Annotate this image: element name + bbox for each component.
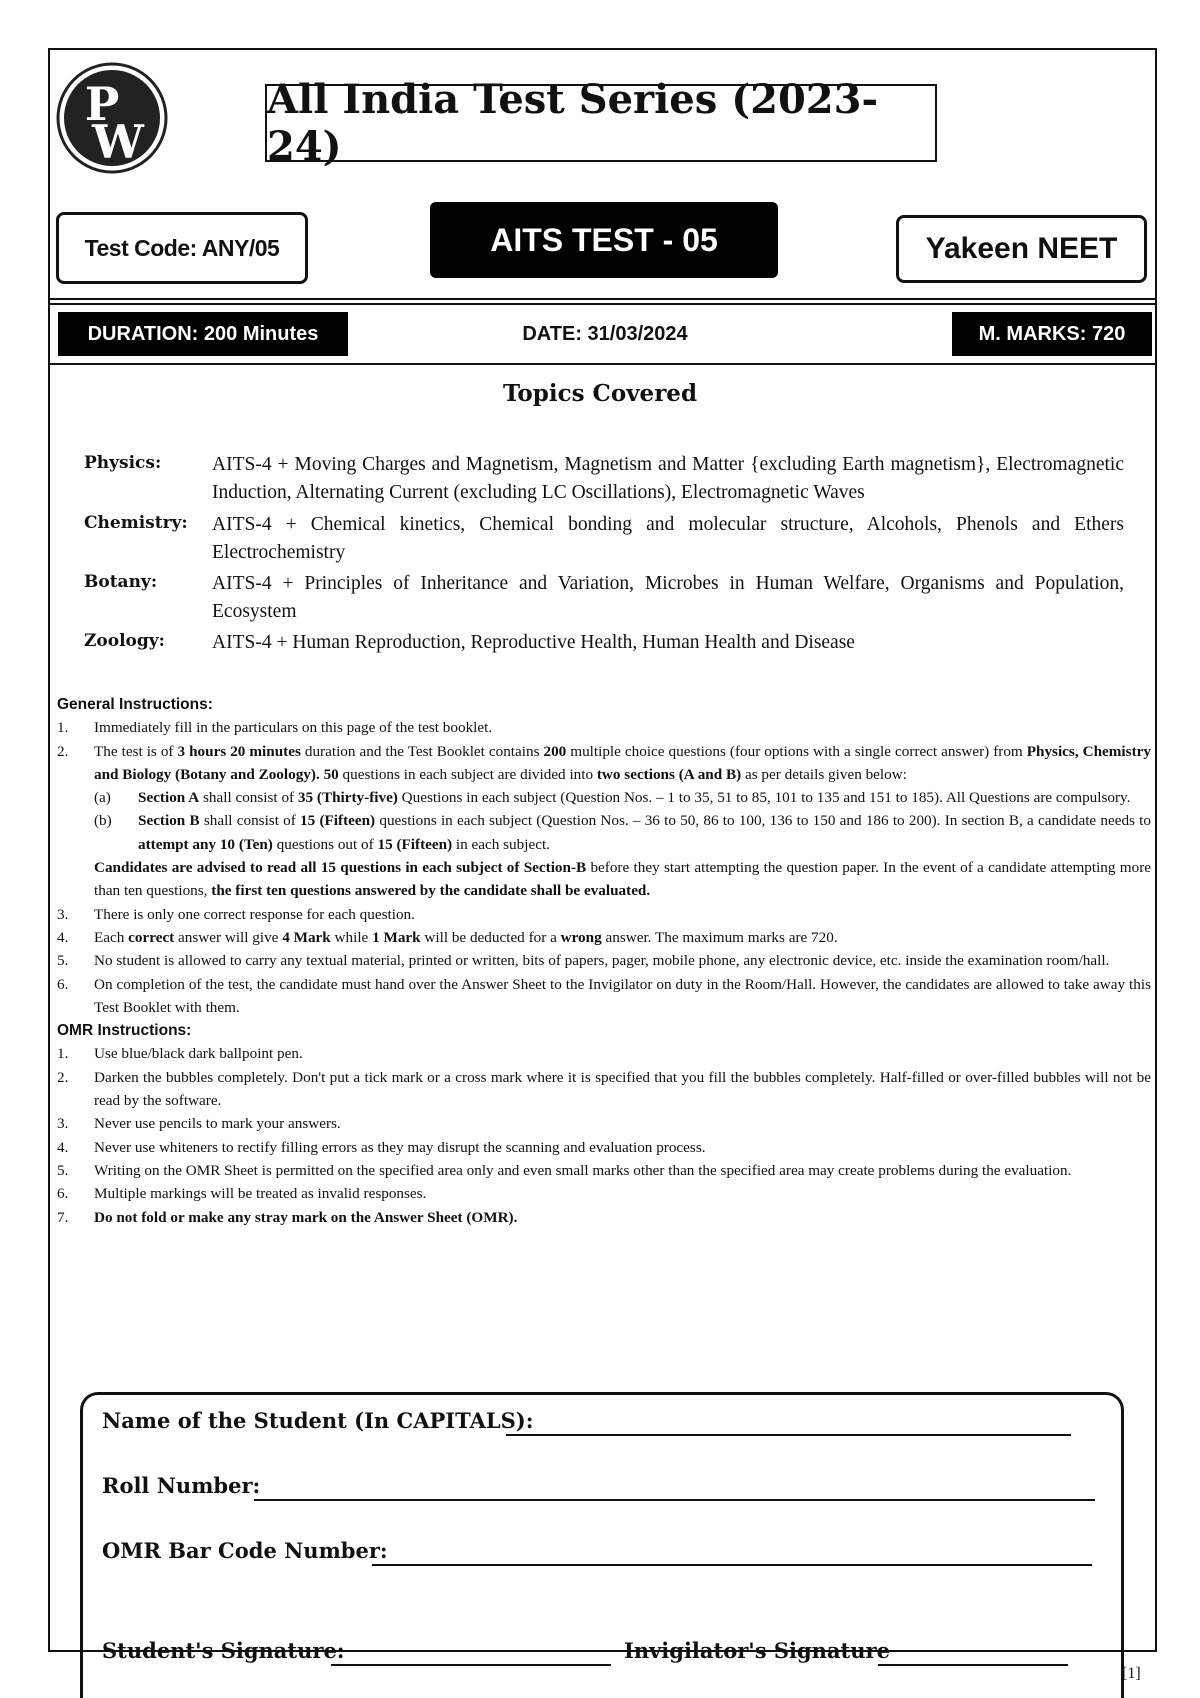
invigilator-signature-label: Invigilator's Signature (624, 1638, 890, 1663)
svg-text:P: P (84, 77, 120, 131)
item-text: answer will give (174, 928, 283, 946)
item-text-bold: Section B (138, 812, 200, 830)
max-marks-badge: M. MARKS: 720 (952, 312, 1152, 356)
item-text-bold: Do not fold or make any stray mark on the Answer Sheet (OMR). (94, 1208, 518, 1226)
item-text-bold: Section A (138, 789, 200, 807)
general-instructions-list-continued (57, 903, 1151, 1019)
duration-badge: DURATION: 200 Minutes (58, 312, 348, 356)
item-text-bold: Candidates are advised to read all 15 questions in each subject of Section-B (94, 859, 587, 877)
item-text: Questions in each subject (Question Nos. – 1 to 35, 51 to 85, 101 to 135 and 151 to 185). All Questions are compulsory. (397, 789, 1131, 807)
invigilator-signature-field[interactable] (878, 1664, 1068, 1666)
item-text-bold: attempt any 10 (Ten) (138, 835, 273, 853)
topic-label-physics: Physics: (84, 453, 162, 473)
item-number: 4. (57, 928, 69, 946)
item-text: before they start attempting the question paper. In the event of a candidate attempting more than ten questions, (94, 859, 1151, 900)
test-name-badge: AITS TEST - 05 (430, 202, 778, 278)
item-text: Multiple markings will be treated as invalid responses. (94, 1185, 427, 1203)
item-text-bold: wrong (560, 928, 602, 946)
list-item (57, 716, 1151, 739)
item-text: Writing on the OMR Sheet is permitted on the specified area only and even small marks other than the specified area may create problems during the evaluation. (94, 1161, 1072, 1179)
topic-text-physics: AITS-4 + Moving Charges and Magnetism, Magnetism and Matter {excluding Earth magnetism}, Electromagnetic Induction, Alternating Current (excluding LC Oscillations), Electromagnetic Waves (212, 454, 1124, 503)
item-text-bold: 15 (Fifteen) (377, 835, 453, 853)
list-item (57, 973, 1151, 1020)
item-text-bold: 3 hours 20 minutes (177, 742, 301, 760)
item-text-bold: correct (128, 928, 175, 946)
topic-label-chemistry: Chemistry: (84, 513, 188, 533)
item-text: will be deducted for a (420, 928, 561, 946)
list-item (57, 1042, 1151, 1065)
list-item (57, 1159, 1151, 1182)
section-b-note (57, 856, 1151, 903)
topic-label-botany: Botany: (84, 572, 158, 592)
page-number: [1] (1122, 1665, 1141, 1682)
item-tag: (b) (94, 812, 112, 830)
test-code-badge: Test Code: ANY/05 (56, 212, 308, 284)
roll-number-field[interactable] (254, 1499, 1095, 1501)
exam-date: DATE: 31/03/2024 (522, 322, 688, 345)
item-text: Never use whiteners to rectify filling errors as they may disrupt the scanning and evaluation process. (94, 1138, 706, 1156)
list-item (57, 1066, 1151, 1113)
item-text-bold: Physics, Chemistry and Biology (Botany and Zoology). (94, 742, 1151, 783)
item-number: 5. (57, 1161, 69, 1179)
list-item (57, 1112, 1151, 1135)
item-number: 7. (57, 1208, 69, 1226)
item-text-bold: the first ten questions answered by the candidate shall be evaluated. (211, 882, 651, 900)
list-item (57, 926, 1151, 949)
omr-barcode-field[interactable] (372, 1564, 1092, 1566)
item-text: multiple choice questions (four options with a single correct answer) from (566, 742, 1027, 760)
section-b-item (57, 809, 1151, 856)
item-text: questions out of (272, 835, 378, 853)
item-number: 6. (57, 1185, 69, 1203)
list-item (57, 949, 1151, 972)
item-text: shall consist of (199, 812, 301, 830)
item-text: answer. The maximum marks are 720. (601, 928, 838, 946)
item-text: as per details given below: (741, 765, 907, 783)
item-text: Use blue/black dark ballpoint pen. (94, 1045, 303, 1063)
item-text: duration and the Test Booklet contains (300, 742, 544, 760)
svg-text:W: W (92, 115, 144, 169)
omr-barcode-label: OMR Bar Code Number: (102, 1538, 388, 1563)
item-text: Never use pencils to mark your answers. (94, 1115, 341, 1133)
item-number: 5. (57, 952, 69, 970)
item-number: 6. (57, 975, 69, 993)
list-item (57, 903, 1151, 926)
list-item (57, 1206, 1151, 1229)
list-item (57, 1136, 1151, 1159)
general-instructions-list (57, 716, 1151, 786)
item-text-bold: 15 (Fifteen) (300, 812, 376, 830)
omr-instructions-heading: OMR Instructions: (57, 1022, 192, 1040)
general-instructions-heading: General Instructions: (57, 696, 213, 713)
item-text-bold: two sections (A and B) (596, 765, 742, 783)
item-number: 3. (57, 905, 69, 923)
pw-logo (56, 62, 168, 174)
item-text: questions in each subject (Question Nos. – 36 to 50, 86 to 100, 136 to 150 and 186 to 200). In section B, a candidate needs to (375, 812, 1151, 830)
header-divider-inner (48, 303, 1157, 305)
item-text: while (330, 928, 373, 946)
topic-text-botany: AITS-4 + Principles of Inheritance and Variation, Microbes in Human Welfare, Organisms and Population, Ecosystem (212, 573, 1124, 622)
item-text: There is only one correct response for each question. (94, 905, 415, 923)
item-text: On completion of the test, the candidate must hand over the Answer Sheet to the Invigilator on duty in the Room/Hall. However, the candidates are allowed to take away this Test Booklet with them. (94, 975, 1151, 1016)
item-text: No student is allowed to carry any textual material, printed or written, bits of papers, pager, mobile phone, any electronic device, etc. inside the examination room/hall. (94, 952, 1110, 970)
student-signature-label: Student's Signature: (102, 1638, 345, 1663)
item-text-bold: 50 (323, 765, 339, 783)
header-divider (48, 298, 1157, 300)
item-text: shall consist of (199, 789, 298, 807)
item-text: Darken the bubbles completely. Don't put a tick mark or a cross mark where it is specified that you fill the bubbles completely. Half-filled or over-filled bubbles will not be read by the software. (94, 1068, 1151, 1110)
item-text-bold: 1 Mark (372, 928, 421, 946)
item-number: 1. (57, 719, 69, 737)
student-signature-field[interactable] (331, 1664, 611, 1666)
section-a-item (57, 786, 1151, 809)
item-tag: (a) (94, 789, 111, 807)
item-text: questions in each subject are divided into (338, 765, 597, 783)
student-name-label: Name of the Student (In CAPITALS): (102, 1408, 534, 1433)
student-name-field[interactable] (506, 1434, 1071, 1436)
item-number: 1. (57, 1045, 69, 1063)
list-item (57, 1182, 1151, 1205)
batch-badge: Yakeen NEET (896, 215, 1147, 283)
item-number: 2. (57, 1068, 69, 1086)
topic-text-chemistry: AITS-4 + Chemical kinetics, Chemical bonding and molecular structure, Alcohols, Phenols and Ethers Electrochemistry (212, 514, 1124, 563)
item-number: 4. (57, 1138, 69, 1156)
item-number: 3. (57, 1115, 69, 1133)
list-item (57, 740, 1151, 787)
item-text: Each (94, 928, 129, 946)
roll-number-label: Roll Number: (102, 1473, 261, 1498)
item-text-bold: 35 (Thirty-five) (297, 789, 398, 807)
item-text: in each subject. (452, 835, 550, 853)
item-text: The test is of (94, 742, 178, 760)
topic-text-zoology: AITS-4 + Human Reproduction, Reproductive Health, Human Health and Disease (212, 632, 855, 653)
instructions-section (57, 693, 1151, 1229)
item-text-bold: 200 (543, 742, 567, 760)
item-text: Immediately fill in the particulars on this page of the test booklet. (94, 719, 493, 737)
omr-instructions-list (57, 1042, 1151, 1228)
info-divider (48, 363, 1157, 365)
item-text-bold: 4 Mark (282, 928, 331, 946)
topic-label-zoology: Zoology: (84, 631, 165, 651)
series-title: All India Test Series (2023-24) (265, 84, 937, 162)
item-number: 2. (57, 742, 69, 760)
topics-heading: Topics Covered (502, 380, 698, 407)
